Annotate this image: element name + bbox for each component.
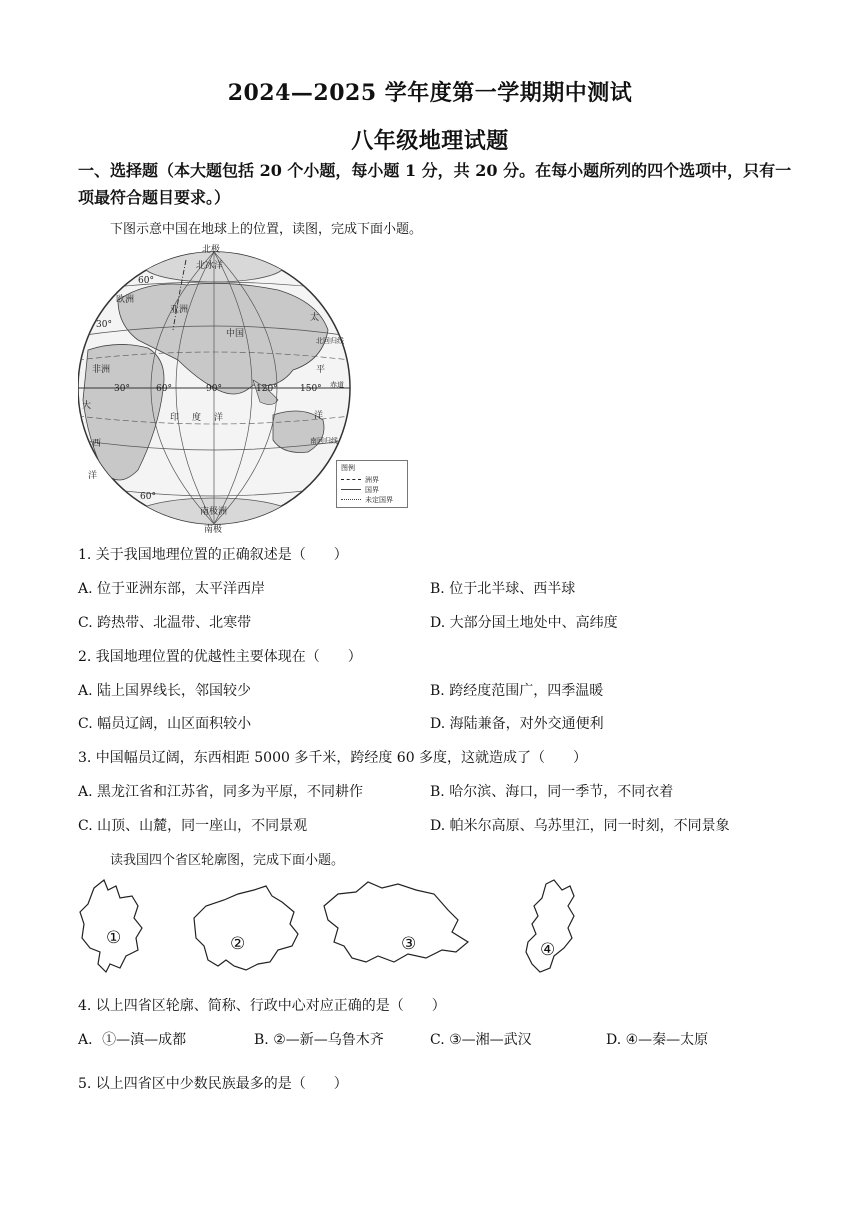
exam-subtitle: 八年级地理试题 [351,128,509,154]
exam-title: 2024—2025 学年度第一学期期中测试 [227,80,633,106]
legend-row-undetermined: 未定国界 [341,495,405,504]
legend-continent-swatch [341,479,361,480]
label-lon-60: 60° [156,384,172,394]
province-4-label: ④ [540,940,556,960]
label-lon-150: 150° [300,384,322,394]
question-2-option-a[interactable]: A. 陆上国界线长，邻国较少 [78,683,252,699]
question-1-option-a[interactable]: A. 位于亚洲东部，太平洋西岸 [78,581,266,597]
question-2-stem: 2. 我国地理位置的优越性主要体现在（ ） [78,649,362,665]
question-3-option-c[interactable]: C. 山顶、山麓，同一座山，不同景观 [78,818,308,834]
question-1-option-c[interactable]: C. 跨热带、北温带、北寒带 [78,615,252,631]
label-antarctica: 南极洲 [200,507,228,517]
label-pacific-1: 太 [310,313,320,323]
question-4-option-b[interactable]: B. ②—新—乌鲁木齐 [254,1032,384,1048]
question-3-option-d[interactable]: D. 帕米尔高原、乌苏里江，同一时刻，不同景象 [430,818,730,834]
question-3-stem: 3. 中国幅员辽阔，东西相距 5000 多千米，跨经度 60 多度，这就造成了（ ） [78,750,588,766]
question-4-option-c[interactable]: C. ③—湘—武汉 [430,1032,532,1048]
question-2-option-b[interactable]: B. 跨经度范围广，四季温暖 [430,683,604,699]
label-tropic-capricorn: 南回归线 [310,437,338,445]
map-legend [336,460,408,508]
legend-row-border: 国界 [341,485,405,494]
question-4-option-a[interactable]: A．①—滇—成都 [78,1032,187,1048]
label-equator: 赤道 [330,381,344,389]
provinces-intro: 读我国四个省区轮廓图，完成下面小题。 [110,853,345,868]
question-1-option-b[interactable]: B. 位于北半球、西半球 [430,581,576,597]
label-asia: 亚洲 [170,305,189,315]
question-1-option-d[interactable]: D. 大部分国土地处中、高纬度 [430,615,618,631]
label-lat-30n: 30° [96,320,112,330]
label-tropic-cancer: 北回归线 [316,337,344,345]
question-4-stem: 4. 以上四省区轮廓、简称、行政中心对应正确的是（ ） [78,998,446,1014]
section-heading: 一、选择题（本大题包括 20 个小题，每小题 1 分，共 20 分。在每小题所列的四个选项中，只有一项最符合题目要求。） [78,161,792,207]
label-pacific-3: 洋 [314,411,324,421]
label-atlantic-2: 西 [92,439,102,449]
label-indian-3: 洋 [214,413,224,423]
label-china: 中国 [226,329,245,339]
province-2-label: ② [230,934,246,954]
province-1-outline [80,880,142,972]
question-3-option-a[interactable]: A. 黑龙江省和江苏省，同多为平原，不同耕作 [78,784,364,800]
globe-intro: 下图示意中国在地球上的位置，读图，完成下面小题。 [110,222,423,237]
province-3-outline [324,882,468,962]
question-5-stem: 5. 以上四省区中少数民族最多的是（ ） [78,1076,348,1092]
label-lat-60s: 60° [140,492,156,502]
label-lon-90: 90° [206,384,222,394]
legend-row-continent: 洲界 [341,475,405,484]
province-3-label: ③ [401,934,417,954]
label-lat-60n: 60° [138,276,154,286]
question-4-option-d[interactable]: D. ④—秦—太原 [606,1032,709,1048]
question-2-option-d[interactable]: D. 海陆兼备，对外交通便利 [430,716,604,732]
question-2-option-c[interactable]: C. 幅员辽阔，山区面积较小 [78,716,252,732]
province-2-outline [194,886,298,970]
legend-undetermined-swatch [341,499,361,500]
label-north-pole: 北极 [202,245,221,255]
label-south-pole: 南极 [204,525,223,535]
provinces-svg [76,876,596,976]
label-lon-30: 30° [114,384,130,394]
province-1-label: ① [106,928,122,948]
label-pacific-2: 平 [316,365,326,375]
globe-map-figure [78,240,408,536]
label-atlantic-3: 洋 [88,471,98,481]
question-1-stem: 1. 关于我国地理位置的正确叙述是（ ） [78,547,348,563]
label-arctic-ocean: 北冰洋 [196,261,224,271]
question-3-option-b[interactable]: B. 哈尔滨、海口，同一季节，不同衣着 [430,784,674,800]
legend-border-swatch [341,489,361,490]
legend-title: 图例 [341,464,355,472]
label-indian-2: 度 [192,413,202,423]
label-indian-1: 印 [170,413,180,423]
label-atlantic-1: 大 [82,401,92,411]
label-lon-120: 120° [256,384,278,394]
label-africa: 非洲 [92,365,111,375]
province-outlines-figure [76,876,596,976]
label-europe: 欧洲 [116,295,135,305]
